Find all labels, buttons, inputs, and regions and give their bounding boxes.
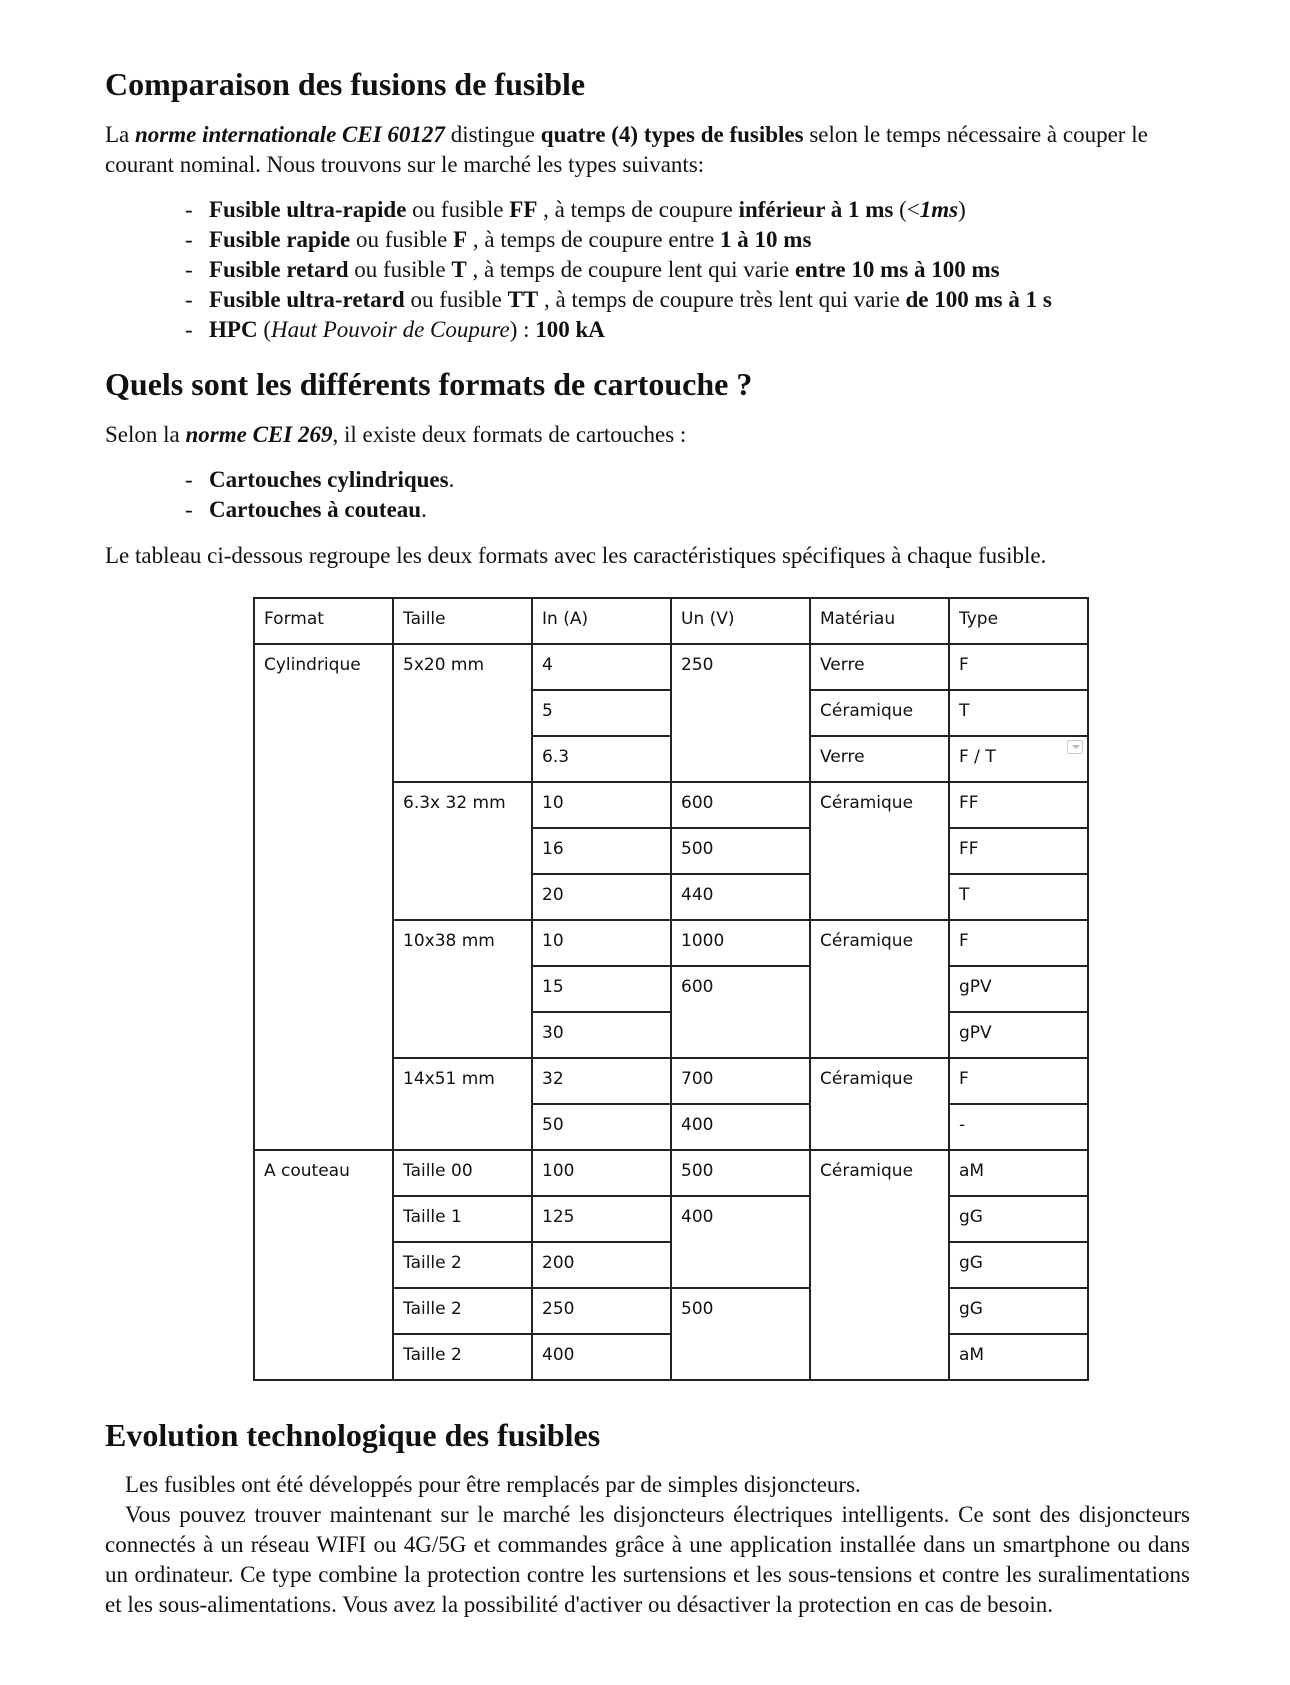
type-cell: gG	[949, 1196, 1088, 1242]
type-cell: T	[949, 874, 1088, 920]
current-cell: 200	[532, 1242, 671, 1288]
size-cell: Taille 2	[393, 1334, 532, 1380]
type-cell: F	[949, 1058, 1088, 1104]
size-cell: Taille 2	[393, 1242, 532, 1288]
list-item-ultra-retard	[185, 285, 1052, 315]
list-item-hpc	[185, 315, 1052, 345]
format-cell: Cylindrique	[254, 644, 393, 1150]
size-cell: Taille 1	[393, 1196, 532, 1242]
size-cell: Taille 00	[393, 1150, 532, 1196]
intro-paragraph	[105, 120, 1190, 180]
current-cell: 100	[532, 1150, 671, 1196]
item-italic: Haut Pouvoir de Coupure	[270, 317, 510, 342]
voltage-cell: 440	[671, 874, 810, 920]
fuse-types-count: quatre (4) types de fusibles	[540, 122, 804, 147]
item-text: , à temps de coupure lent qui varie	[466, 257, 795, 282]
type-cell: FF	[949, 782, 1088, 828]
norm-name: norme internationale CEI 60127	[135, 122, 445, 147]
header-cell: Taille	[393, 598, 532, 644]
type-cell: F	[949, 644, 1088, 690]
formats-intro	[105, 420, 1190, 450]
header-cell: In (A)	[532, 598, 671, 644]
list-dash: -	[185, 467, 193, 492]
type-cell: gPV	[949, 1012, 1088, 1058]
list-item-couteau	[185, 495, 454, 525]
voltage-cell: 700	[671, 1058, 810, 1104]
size-cell: 14x51 mm	[393, 1058, 532, 1150]
fuse-table	[253, 597, 1089, 1381]
item-term: Cartouches à couteau	[209, 497, 422, 522]
list-dash: -	[185, 197, 193, 222]
voltage-cell: 1000	[671, 920, 810, 966]
intro-text: , il existe deux formats de cartouches :	[332, 422, 687, 447]
format-cell: A couteau	[254, 1150, 393, 1380]
current-cell: 32	[532, 1058, 671, 1104]
item-time: 1ms	[919, 197, 959, 222]
intro-text: La	[105, 122, 136, 147]
type-cell: aM	[949, 1150, 1088, 1196]
list-item-ultra-rapide	[185, 195, 1052, 225]
item-time: inférieur à 1 ms	[738, 197, 894, 222]
item-time: 1 à 10 ms	[720, 227, 812, 252]
item-term: Fusible ultra-retard	[209, 287, 405, 312]
intro-text: distingue	[444, 122, 541, 147]
current-cell: 16	[532, 828, 671, 874]
item-term: HPC	[209, 317, 258, 342]
type-cell: gG	[949, 1242, 1088, 1288]
material-cell: Céramique	[810, 782, 949, 920]
current-cell: 15	[532, 966, 671, 1012]
item-text: , à temps de coupure entre	[467, 227, 721, 252]
item-text: (	[257, 317, 271, 342]
type-cell: F	[949, 920, 1088, 966]
type-cell: T	[949, 690, 1088, 736]
current-cell: 10	[532, 782, 671, 828]
item-text: , à temps de coupure	[537, 197, 739, 222]
current-cell: 400	[532, 1334, 671, 1380]
section-title-evolution: Evolution technologique des fusibles	[105, 1417, 601, 1453]
item-text: .	[421, 497, 427, 522]
material-cell: Verre	[810, 644, 949, 690]
evolution-paragraph-2: Vous pouvez trouver maintenant sur le marché les disjoncteurs électriques intelligents. Ce sont des disjoncteurs connectés à un réseau WIFI ou 4G/5G et commandes grâce à une application installée dans un smartphone ou dans un ordinateur. Ce type combine la protection contre les surtensions et les sous-tensions et contre les suralimentations et les sous-alimentations. Vous avez la possibilité d'activer ou désactiver la protection en cas de besoin.	[105, 1502, 1190, 1617]
item-value: 100 kA	[535, 317, 605, 342]
item-term: Fusible retard	[209, 257, 349, 282]
list-dash: -	[185, 317, 193, 342]
current-cell: 5	[532, 690, 671, 736]
item-text: ou fusible	[406, 197, 510, 222]
item-text: ou fusible	[404, 287, 508, 312]
voltage-cell: 500	[671, 1288, 810, 1380]
fuse-types-list	[185, 195, 1052, 345]
voltage-cell: 400	[671, 1104, 810, 1150]
size-cell: Taille 2	[393, 1288, 532, 1334]
current-cell: 50	[532, 1104, 671, 1150]
type-cell-dropdown[interactable]	[949, 736, 1088, 782]
list-dash: -	[185, 257, 193, 282]
item-term: Cartouches cylindriques	[209, 467, 449, 492]
item-time: entre 10 ms à 100 ms	[794, 257, 1000, 282]
size-cell: 5x20 mm	[393, 644, 532, 782]
header-cell: Format	[254, 598, 393, 644]
type-cell: gPV	[949, 966, 1088, 1012]
item-code: TT	[507, 287, 539, 312]
voltage-cell: 400	[671, 1196, 810, 1288]
section-title-comparaison: Comparaison des fusions de fusible	[105, 66, 586, 102]
item-text: ou fusible	[348, 257, 452, 282]
item-code: FF	[509, 197, 538, 222]
current-cell: 10	[532, 920, 671, 966]
current-cell: 20	[532, 874, 671, 920]
list-item-cylindriques	[185, 465, 454, 495]
type-cell: FF	[949, 828, 1088, 874]
material-cell: Céramique	[810, 920, 949, 1058]
type-cell: -	[949, 1104, 1088, 1150]
material-cell: Céramique	[810, 1058, 949, 1150]
material-cell: Verre	[810, 736, 949, 782]
item-text: .	[448, 467, 455, 492]
list-item-retard	[185, 255, 1052, 285]
section-title-formats: Quels sont les différents formats de cartouche ?	[105, 366, 753, 402]
intro-text: Selon la	[105, 422, 186, 447]
voltage-cell: 250	[671, 644, 810, 782]
current-cell: 30	[532, 1012, 671, 1058]
table-row	[254, 644, 1088, 690]
list-dash: -	[185, 227, 193, 252]
current-cell: 125	[532, 1196, 671, 1242]
table-intro: Le tableau ci-dessous regroupe les deux formats avec les caractéristiques spécifiques à chaque fusible.	[105, 543, 1047, 568]
size-cell: 6.3x 32 mm	[393, 782, 532, 920]
item-text: , à temps de coupure très lent qui varie	[538, 287, 906, 312]
size-cell: 10x38 mm	[393, 920, 532, 1058]
cartridge-formats-list	[185, 465, 454, 525]
list-dash: -	[185, 287, 193, 312]
item-code: F	[453, 227, 468, 252]
evolution-paragraph-1: Les fusibles ont été développés pour être remplacés par de simples disjoncteurs.	[125, 1472, 861, 1497]
material-cell: Céramique	[810, 1150, 949, 1380]
voltage-cell: 600	[671, 782, 810, 828]
header-cell: Type	[949, 598, 1088, 644]
item-term: Fusible ultra-rapide	[209, 197, 407, 222]
material-cell: Céramique	[810, 690, 949, 736]
voltage-cell: 600	[671, 966, 810, 1058]
type-value: F / T	[959, 747, 996, 767]
current-cell: 4	[532, 644, 671, 690]
norm-name: norme CEI 269	[185, 422, 333, 447]
item-time: de 100 ms à 1 s	[905, 287, 1052, 312]
header-cell: Un (V)	[671, 598, 810, 644]
header-cell: Matériau	[810, 598, 949, 644]
voltage-cell: 500	[671, 1150, 810, 1196]
list-dash: -	[185, 497, 193, 522]
current-cell: 250	[532, 1288, 671, 1334]
list-item-rapide	[185, 225, 1052, 255]
item-text: ) :	[509, 317, 536, 342]
item-text: (<	[893, 197, 920, 222]
type-cell: aM	[949, 1334, 1088, 1380]
item-code: T	[451, 257, 467, 282]
item-text: ou fusible	[350, 227, 454, 252]
item-text: )	[958, 197, 966, 222]
type-cell: gG	[949, 1288, 1088, 1334]
table-row	[254, 1150, 1088, 1196]
voltage-cell: 500	[671, 828, 810, 874]
current-cell: 6.3	[532, 736, 671, 782]
intro-text: selon le temps nécessaire à couper le courant nominal. Nous trouvons sur le marché les types suivants:	[105, 122, 1148, 177]
chevron-down-icon[interactable]	[1067, 740, 1083, 754]
item-term: Fusible rapide	[209, 227, 351, 252]
table-header-row	[254, 598, 1088, 644]
